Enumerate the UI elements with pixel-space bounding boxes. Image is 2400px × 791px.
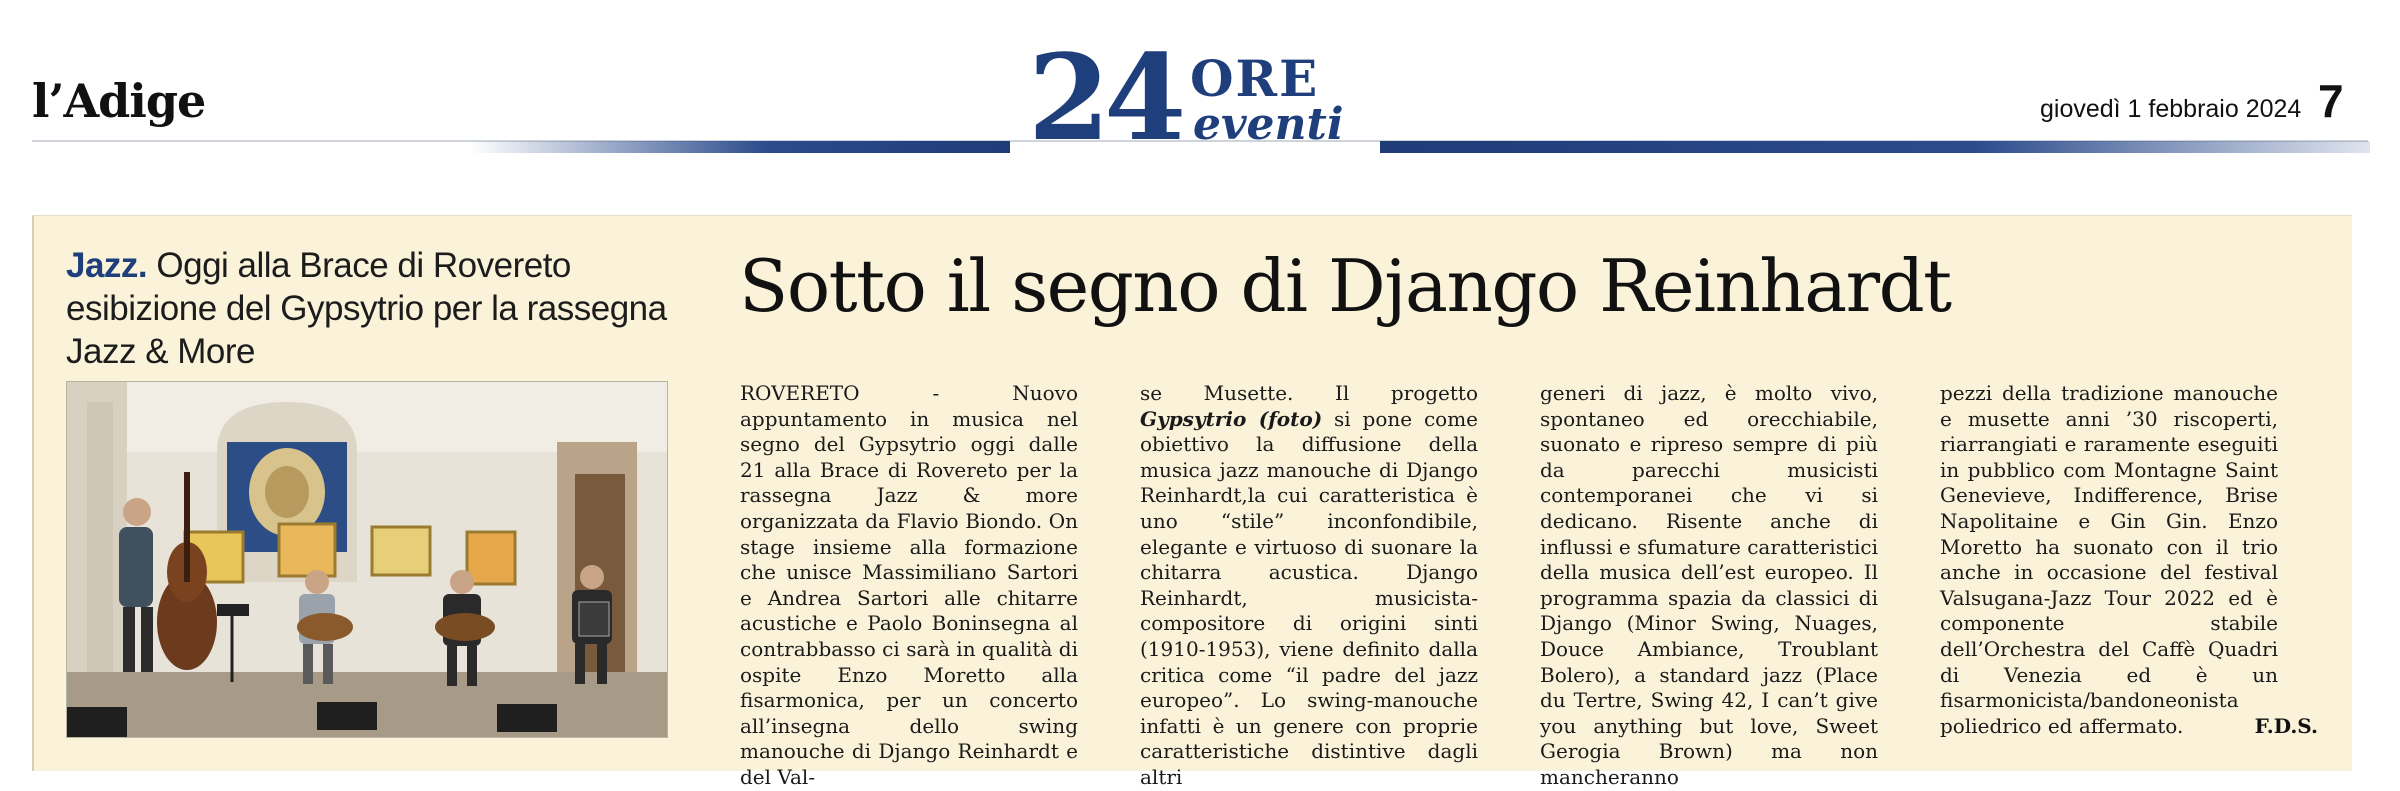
logo-sub: eventi — [1193, 99, 1344, 150]
header-rule-blue-left — [470, 141, 1010, 153]
col2-text-a: se Musette. Il progetto — [1140, 381, 1478, 405]
kicker-label: Jazz. — [66, 246, 148, 285]
section-logo — [1028, 28, 1378, 167]
logo-word: ORE — [1190, 49, 1320, 108]
logo-number: 24 — [1028, 28, 1181, 167]
col2-text-b: si pone come obiettivo la diffusione della musica jazz manouche di Django Reinhardt,la cui caratteristica è uno “stile” inconfondibile, elegante e virtuoso di suonare la chitarra acustica. Django Reinhardt, musicista-compositore di origini sinti (1910-1953), viene definito dalla critica come “il padre del jazz europeo”. Lo swing-manouche infatti è un genere con proprie caratteristiche distintive dagli altri — [1140, 406, 1478, 789]
article — [32, 215, 2352, 789]
issue-date: giovedì 1 febbraio 2024 — [2040, 95, 2302, 123]
newspaper-name: l’Adige — [32, 74, 206, 128]
kicker-text: Oggi alla Brace di Rovereto esibizione del Gypsytrio per la rassegna Jazz & More — [66, 246, 667, 371]
article-column-2 — [1140, 381, 1478, 791]
article-column-1: ROVERETO - Nuovo appuntamento in musica nel segno del Gypsytrio oggi dalle 21 alla Brace di Rovereto per la rassegna Jazz & more organizzata da Flavio Biondo. On stage insieme alla formazione che unisce Massimiliano Sartori e Andrea Sartori alle chitarre acustiche e Paolo Boninsegna al contrabbasso ci sarà in qualità di ospite Enzo Moretto alla fisarmonica, per un concerto all’insegna dello swing manouche di Django Reinhardt e del Val- — [740, 381, 1078, 789]
header-rule-blue-right — [1380, 141, 2370, 153]
page-number: 7 — [2318, 75, 2344, 127]
col2-emphasis: Gypsytrio (foto) — [1140, 406, 1323, 431]
article-column-3: generi di jazz, è molto vivo, spontaneo ed orecchiabile, suonato e ripreso sempre di più da parecchi musicisti contemporanei che vi si dedicano. Risente anche di influssi e sfumature caratteristici della musica dell’est europeo. Il programma spazia da classici di Django (Minor Swing, Nuages, Douce Ambiance, Troublant Bolero), a standard jazz (Place du Tertre, Swing 42, I can’t give you anything but love, Sweet Gerogia Brown) ma non mancheranno — [1540, 381, 1878, 789]
article-byline: F.D.S. — [2254, 714, 2318, 738]
article-headline: Sotto il segno di Django Reinhardt — [739, 244, 1951, 328]
masthead — [0, 0, 2400, 170]
article-column-4: pezzi della tradizione manouche e musette anni ’30 riscoperti, riarrangiati e raramente eseguiti in pubblico com Montagne Saint Genevieve, Indifference, Brise Napolitaine e Gin Gin. Enzo Moretto ha suonato con il trio anche in occasione del festival Valsugana-Jazz Tour 2022 ed è componente stabile dell’Orchestra del Caffè Quadri di Venezia ed è un fisarmonicista/bandoneonista poliedrico ed affermato. — [1940, 381, 2278, 738]
band-photo — [66, 381, 668, 738]
article-kicker — [66, 244, 716, 373]
